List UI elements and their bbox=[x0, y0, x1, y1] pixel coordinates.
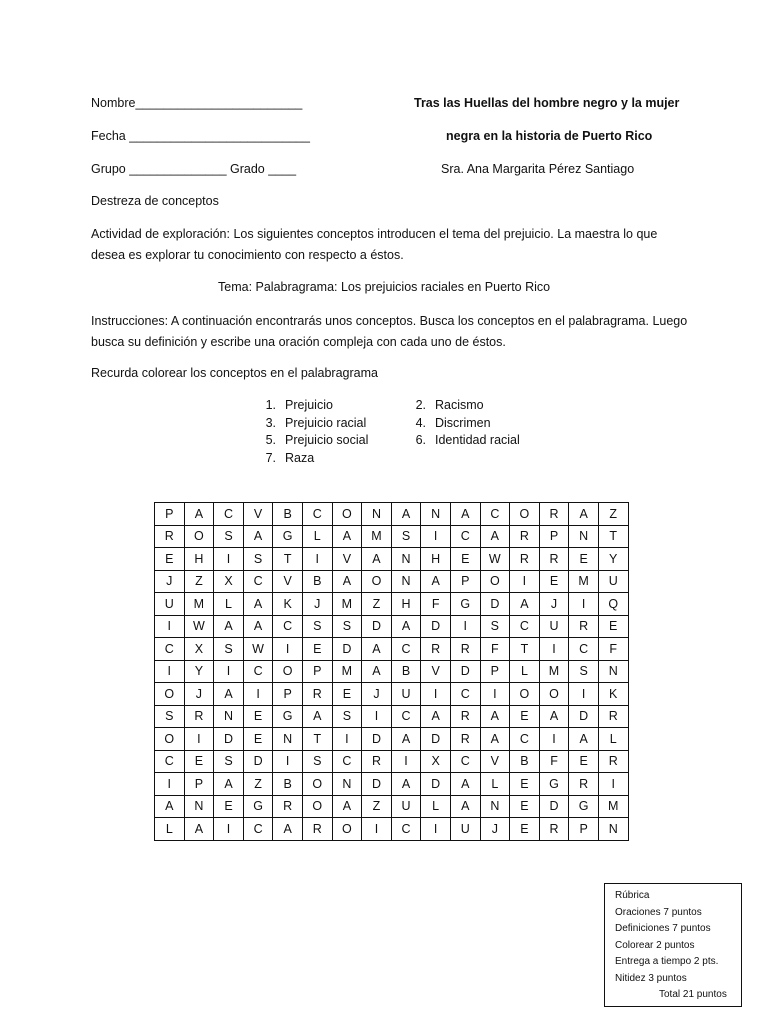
concept-list-even bbox=[404, 397, 520, 450]
grid-row bbox=[155, 548, 629, 571]
grid-cell: R bbox=[362, 750, 392, 773]
concept-item bbox=[404, 415, 520, 433]
grid-cell: A bbox=[421, 570, 451, 593]
grid-cell: I bbox=[362, 705, 392, 728]
grid-cell: D bbox=[539, 795, 569, 818]
grid-cell: I bbox=[391, 750, 421, 773]
rubric-title: Rúbrica bbox=[615, 890, 650, 901]
grid-cell: R bbox=[273, 795, 303, 818]
grid-cell: E bbox=[510, 795, 540, 818]
grid-cell: C bbox=[569, 638, 599, 661]
grid-cell: R bbox=[569, 773, 599, 796]
grid-cell: Z bbox=[598, 503, 628, 526]
grid-cell: S bbox=[480, 615, 510, 638]
grid-cell: A bbox=[362, 548, 392, 571]
grid-cell: D bbox=[480, 593, 510, 616]
grid-cell: O bbox=[273, 660, 303, 683]
grid-cell: A bbox=[510, 593, 540, 616]
theme-line: Tema: Palabragrama: Los prejuicios raciales en Puerto Rico bbox=[218, 280, 551, 294]
grid-cell: G bbox=[569, 795, 599, 818]
grid-cell: O bbox=[332, 818, 362, 841]
grid-cell: C bbox=[243, 818, 273, 841]
grid-cell: W bbox=[243, 638, 273, 661]
grid-cell: D bbox=[362, 615, 392, 638]
grid-cell: M bbox=[332, 593, 362, 616]
grid-cell: A bbox=[243, 593, 273, 616]
grid-cell: O bbox=[510, 503, 540, 526]
grid-cell: V bbox=[480, 750, 510, 773]
grid-cell: P bbox=[569, 818, 599, 841]
grid-cell: M bbox=[362, 525, 392, 548]
grid-cell: A bbox=[214, 615, 244, 638]
grid-cell: S bbox=[155, 705, 185, 728]
grid-cell: C bbox=[214, 503, 244, 526]
concept-item bbox=[254, 397, 368, 415]
grid-cell: S bbox=[214, 525, 244, 548]
grid-cell: J bbox=[302, 593, 332, 616]
grid-cell: E bbox=[510, 773, 540, 796]
grid-row bbox=[155, 570, 629, 593]
grid-cell: O bbox=[362, 570, 392, 593]
grid-cell: A bbox=[184, 818, 214, 841]
grid-cell: T bbox=[598, 525, 628, 548]
grid-cell: E bbox=[184, 750, 214, 773]
grid-cell: I bbox=[214, 818, 244, 841]
grid-cell: E bbox=[302, 638, 332, 661]
concept-number: 4. bbox=[415, 415, 426, 430]
grid-cell: I bbox=[273, 750, 303, 773]
grid-cell: N bbox=[332, 773, 362, 796]
grid-cell: I bbox=[539, 728, 569, 751]
grid-cell: R bbox=[184, 705, 214, 728]
grid-cell: R bbox=[302, 683, 332, 706]
grid-cell: R bbox=[450, 728, 480, 751]
grid-cell: C bbox=[510, 615, 540, 638]
concept-list-odd bbox=[254, 397, 368, 468]
grid-cell: B bbox=[391, 660, 421, 683]
grid-cell: W bbox=[184, 615, 214, 638]
rubric-box bbox=[604, 883, 742, 1007]
grid-cell: R bbox=[539, 818, 569, 841]
grid-cell: W bbox=[480, 548, 510, 571]
grid-cell: I bbox=[569, 683, 599, 706]
grid-cell: D bbox=[214, 728, 244, 751]
grid-cell: J bbox=[184, 683, 214, 706]
grid-cell: A bbox=[332, 525, 362, 548]
grid-cell: Z bbox=[362, 593, 392, 616]
grid-cell: F bbox=[598, 638, 628, 661]
grid-cell: R bbox=[510, 525, 540, 548]
grid-cell: I bbox=[362, 818, 392, 841]
grid-cell: R bbox=[569, 615, 599, 638]
grid-cell: N bbox=[362, 503, 392, 526]
concept-text: Racismo bbox=[435, 398, 484, 412]
grid-cell: L bbox=[214, 593, 244, 616]
grid-cell: C bbox=[450, 525, 480, 548]
grid-cell: A bbox=[214, 773, 244, 796]
grid-cell: V bbox=[332, 548, 362, 571]
skill-label: Destreza de conceptos bbox=[91, 194, 219, 208]
concept-text: Raza bbox=[285, 451, 315, 466]
grid-cell: F bbox=[480, 638, 510, 661]
grid-cell: O bbox=[332, 503, 362, 526]
grid-cell: C bbox=[155, 750, 185, 773]
grid-cell: I bbox=[450, 615, 480, 638]
grid-cell: A bbox=[480, 705, 510, 728]
grid-cell: X bbox=[214, 570, 244, 593]
rubric-items bbox=[615, 905, 741, 988]
grid-cell: R bbox=[450, 638, 480, 661]
grid-cell: N bbox=[421, 503, 451, 526]
grid-cell: F bbox=[539, 750, 569, 773]
grid-cell: T bbox=[302, 728, 332, 751]
grid-cell: A bbox=[362, 638, 392, 661]
grid-cell: E bbox=[510, 705, 540, 728]
grid-cell: P bbox=[480, 660, 510, 683]
grid-row bbox=[155, 525, 629, 548]
grid-row bbox=[155, 615, 629, 638]
grid-cell: E bbox=[450, 548, 480, 571]
grid-cell: O bbox=[539, 683, 569, 706]
grid-cell: N bbox=[598, 818, 628, 841]
grid-cell: C bbox=[155, 638, 185, 661]
grid-cell: P bbox=[302, 660, 332, 683]
grid-cell: A bbox=[450, 795, 480, 818]
rubric-item: Definiciones 7 puntos bbox=[615, 923, 711, 934]
grid-cell: C bbox=[243, 660, 273, 683]
grid-cell: N bbox=[391, 548, 421, 571]
grid-cell: D bbox=[332, 638, 362, 661]
grid-cell: G bbox=[273, 525, 303, 548]
grid-cell: S bbox=[302, 615, 332, 638]
grid-cell: E bbox=[243, 705, 273, 728]
grid-cell: L bbox=[480, 773, 510, 796]
grid-cell: O bbox=[184, 525, 214, 548]
grid-cell: F bbox=[421, 593, 451, 616]
grid-cell: C bbox=[391, 705, 421, 728]
grid-cell: M bbox=[539, 660, 569, 683]
grid-cell: M bbox=[332, 660, 362, 683]
group-grade-field-label: Grupo ______________ Grado ____ bbox=[91, 162, 297, 176]
grid-cell: I bbox=[510, 570, 540, 593]
grid-cell: I bbox=[184, 728, 214, 751]
grid-row bbox=[155, 683, 629, 706]
grid-cell: S bbox=[569, 660, 599, 683]
grid-cell: R bbox=[598, 705, 628, 728]
concept-number: 7. bbox=[265, 451, 276, 466]
grid-cell: X bbox=[421, 750, 451, 773]
grid-cell: A bbox=[391, 615, 421, 638]
grid-cell: A bbox=[391, 728, 421, 751]
grid-row bbox=[155, 750, 629, 773]
grid-row bbox=[155, 728, 629, 751]
grid-cell: R bbox=[510, 548, 540, 571]
grid-cell: P bbox=[450, 570, 480, 593]
grid-cell: I bbox=[539, 638, 569, 661]
grid-cell: A bbox=[450, 773, 480, 796]
grid-cell: E bbox=[539, 570, 569, 593]
concept-number: 3. bbox=[265, 415, 276, 430]
grid-cell: C bbox=[391, 818, 421, 841]
rubric-item: Oraciones 7 puntos bbox=[615, 906, 702, 918]
concept-text: Prejuicio bbox=[285, 398, 333, 412]
grid-cell: I bbox=[421, 683, 451, 706]
grid-cell: V bbox=[421, 660, 451, 683]
grid-cell: I bbox=[214, 660, 244, 683]
grid-cell: G bbox=[450, 593, 480, 616]
grid-cell: N bbox=[391, 570, 421, 593]
grid-cell: U bbox=[450, 818, 480, 841]
grid-cell: U bbox=[391, 683, 421, 706]
concept-number: 6. bbox=[415, 433, 426, 448]
grid-cell: A bbox=[273, 818, 303, 841]
grid-cell: L bbox=[302, 525, 332, 548]
grid-cell: S bbox=[302, 750, 332, 773]
grid-cell: O bbox=[302, 795, 332, 818]
grid-cell: S bbox=[243, 548, 273, 571]
grid-cell: R bbox=[302, 818, 332, 841]
grid-cell: H bbox=[391, 593, 421, 616]
grid-cell: O bbox=[480, 570, 510, 593]
concept-text: Prejuicio racial bbox=[285, 415, 367, 430]
grid-cell: U bbox=[155, 593, 185, 616]
grid-cell: D bbox=[421, 773, 451, 796]
grid-cell: E bbox=[243, 728, 273, 751]
grid-cell: D bbox=[421, 615, 451, 638]
grid-row bbox=[155, 660, 629, 683]
grid-row bbox=[155, 593, 629, 616]
grid-cell: I bbox=[273, 638, 303, 661]
name-field-label: Nombre________________________ bbox=[91, 96, 303, 110]
concept-text: Discrimen bbox=[435, 415, 491, 430]
grid-cell: A bbox=[480, 525, 510, 548]
grid-cell: N bbox=[184, 795, 214, 818]
grid-cell: T bbox=[510, 638, 540, 661]
grid-cell: R bbox=[450, 705, 480, 728]
grid-cell: Z bbox=[243, 773, 273, 796]
grid-cell: C bbox=[510, 728, 540, 751]
grid-cell: B bbox=[273, 773, 303, 796]
grid-cell: A bbox=[332, 795, 362, 818]
grid-row bbox=[155, 503, 629, 526]
grid-cell: N bbox=[598, 660, 628, 683]
grid-cell: C bbox=[480, 503, 510, 526]
grid-cell: P bbox=[273, 683, 303, 706]
concept-item bbox=[254, 450, 368, 468]
grid-cell: E bbox=[155, 548, 185, 571]
concept-item bbox=[254, 415, 368, 433]
grid-cell: L bbox=[155, 818, 185, 841]
concept-number: 5. bbox=[265, 433, 276, 448]
grid-cell: L bbox=[510, 660, 540, 683]
grid-cell: B bbox=[273, 503, 303, 526]
grid-cell: P bbox=[155, 503, 185, 526]
grid-cell: U bbox=[539, 615, 569, 638]
grid-cell: O bbox=[510, 683, 540, 706]
rubric-item: Entrega a tiempo 2 pts. bbox=[615, 956, 719, 967]
grid-cell: G bbox=[539, 773, 569, 796]
grid-cell: D bbox=[362, 728, 392, 751]
grid-cell: D bbox=[450, 660, 480, 683]
grid-cell: E bbox=[510, 818, 540, 841]
grid-cell: D bbox=[362, 773, 392, 796]
grid-cell: I bbox=[155, 660, 185, 683]
grid-cell: S bbox=[332, 615, 362, 638]
concept-number: 1. bbox=[265, 398, 276, 412]
grid-cell: Y bbox=[598, 548, 628, 571]
grid-cell: K bbox=[273, 593, 303, 616]
grid-cell: O bbox=[155, 728, 185, 751]
grid-cell: N bbox=[273, 728, 303, 751]
grid-cell: D bbox=[421, 728, 451, 751]
grid-cell: E bbox=[214, 795, 244, 818]
grid-cell: A bbox=[480, 728, 510, 751]
grid-cell: A bbox=[155, 795, 185, 818]
grid-cell: J bbox=[480, 818, 510, 841]
grid-cell: E bbox=[569, 548, 599, 571]
grid-cell: R bbox=[539, 548, 569, 571]
grid-cell: C bbox=[391, 638, 421, 661]
rubric-item: Colorear 2 puntos bbox=[615, 939, 695, 951]
grid-cell: I bbox=[569, 593, 599, 616]
grid-row bbox=[155, 795, 629, 818]
grid-cell: E bbox=[598, 615, 628, 638]
grid-cell: J bbox=[362, 683, 392, 706]
grid-cell: A bbox=[184, 503, 214, 526]
grid-cell: A bbox=[569, 503, 599, 526]
grid-cell: Q bbox=[598, 593, 628, 616]
grid-cell: D bbox=[569, 705, 599, 728]
grid-cell: C bbox=[243, 570, 273, 593]
concept-item bbox=[404, 397, 520, 415]
grid-cell: U bbox=[598, 570, 628, 593]
grid-cell: G bbox=[273, 705, 303, 728]
grid-row bbox=[155, 773, 629, 796]
grid-cell: C bbox=[332, 750, 362, 773]
grid-cell: H bbox=[184, 548, 214, 571]
grid-cell: O bbox=[302, 773, 332, 796]
grid-cell: I bbox=[598, 773, 628, 796]
grid-cell: S bbox=[214, 750, 244, 773]
grid-cell: A bbox=[332, 570, 362, 593]
grid-cell: E bbox=[569, 750, 599, 773]
grid-cell: A bbox=[243, 525, 273, 548]
grid-cell: L bbox=[598, 728, 628, 751]
grid-cell: T bbox=[273, 548, 303, 571]
grid-cell: K bbox=[598, 683, 628, 706]
grid-cell: R bbox=[421, 638, 451, 661]
concept-item bbox=[404, 432, 520, 450]
grid-cell: I bbox=[155, 615, 185, 638]
grid-cell: I bbox=[214, 548, 244, 571]
grid-cell: A bbox=[569, 728, 599, 751]
grid-cell: A bbox=[539, 705, 569, 728]
grid-cell: S bbox=[332, 705, 362, 728]
worksheet-title-line-2: negra en la historia de Puerto Rico bbox=[446, 129, 653, 143]
grid-cell: U bbox=[391, 795, 421, 818]
grid-cell: P bbox=[539, 525, 569, 548]
grid-cell: A bbox=[302, 705, 332, 728]
grid-cell: Z bbox=[362, 795, 392, 818]
grid-cell: M bbox=[598, 795, 628, 818]
grid-row bbox=[155, 638, 629, 661]
grid-cell: V bbox=[273, 570, 303, 593]
concept-text: Prejuicio social bbox=[285, 433, 369, 448]
concept-number: 2. bbox=[415, 398, 426, 412]
grid-row bbox=[155, 705, 629, 728]
grid-cell: R bbox=[598, 750, 628, 773]
grid-cell: N bbox=[569, 525, 599, 548]
grid-cell: S bbox=[391, 525, 421, 548]
date-field-label: Fecha __________________________ bbox=[91, 129, 310, 143]
grid-cell: M bbox=[184, 593, 214, 616]
grid-cell: A bbox=[421, 705, 451, 728]
coloring-reminder: Recurda colorear los conceptos en el palabragrama bbox=[91, 366, 378, 380]
concept-text: Identidad racial bbox=[435, 433, 520, 448]
grid-cell: I bbox=[421, 818, 451, 841]
grid-cell: A bbox=[214, 683, 244, 706]
word-search-grid bbox=[154, 502, 629, 841]
grid-cell: V bbox=[243, 503, 273, 526]
grid-cell: Y bbox=[184, 660, 214, 683]
grid-cell: A bbox=[243, 615, 273, 638]
grid-cell: I bbox=[155, 773, 185, 796]
grid-cell: L bbox=[421, 795, 451, 818]
grid-cell: H bbox=[421, 548, 451, 571]
grid-cell: N bbox=[480, 795, 510, 818]
grid-cell: O bbox=[155, 683, 185, 706]
grid-row bbox=[155, 818, 629, 841]
grid-cell: G bbox=[243, 795, 273, 818]
grid-cell: A bbox=[362, 660, 392, 683]
grid-cell: B bbox=[510, 750, 540, 773]
instructions-paragraph: Instrucciones: A continuación encontrarás unos conceptos. Busca los conceptos en el palabragrama. Luego busca su definición y escribe una oración compleja con cada uno de éstos. bbox=[91, 314, 688, 349]
grid-cell: C bbox=[302, 503, 332, 526]
grid-cell: R bbox=[539, 503, 569, 526]
concept-item bbox=[254, 432, 368, 450]
grid-cell: S bbox=[214, 638, 244, 661]
rubric-total: Total 21 puntos bbox=[659, 989, 727, 1000]
grid-cell: D bbox=[243, 750, 273, 773]
grid-cell: Z bbox=[184, 570, 214, 593]
grid-cell: X bbox=[184, 638, 214, 661]
grid-cell: B bbox=[302, 570, 332, 593]
activity-paragraph: Actividad de exploración: Los siguientes conceptos introducen el tema del prejuicio. La maestra lo que desea es explorar tu conocimiento con respecto a éstos. bbox=[91, 227, 658, 262]
grid-cell: N bbox=[214, 705, 244, 728]
grid-cell: C bbox=[450, 683, 480, 706]
grid-cell: I bbox=[480, 683, 510, 706]
rubric-item: Nitidez 3 puntos bbox=[615, 972, 687, 984]
grid-cell: C bbox=[450, 750, 480, 773]
grid-cell: I bbox=[421, 525, 451, 548]
grid-cell: J bbox=[539, 593, 569, 616]
grid-cell: E bbox=[332, 683, 362, 706]
grid-cell: A bbox=[450, 503, 480, 526]
grid-cell: P bbox=[184, 773, 214, 796]
grid-cell: R bbox=[155, 525, 185, 548]
grid-cell: I bbox=[332, 728, 362, 751]
grid-cell: M bbox=[569, 570, 599, 593]
grid-cell: I bbox=[302, 548, 332, 571]
grid-cell: I bbox=[243, 683, 273, 706]
grid-cell: A bbox=[391, 503, 421, 526]
teacher-name: Sra. Ana Margarita Pérez Santiago bbox=[441, 162, 635, 176]
grid-cell: A bbox=[391, 773, 421, 796]
worksheet-title-line-1: Tras las Huellas del hombre negro y la mujer bbox=[414, 96, 680, 110]
grid-cell: J bbox=[155, 570, 185, 593]
grid-cell: C bbox=[273, 615, 303, 638]
